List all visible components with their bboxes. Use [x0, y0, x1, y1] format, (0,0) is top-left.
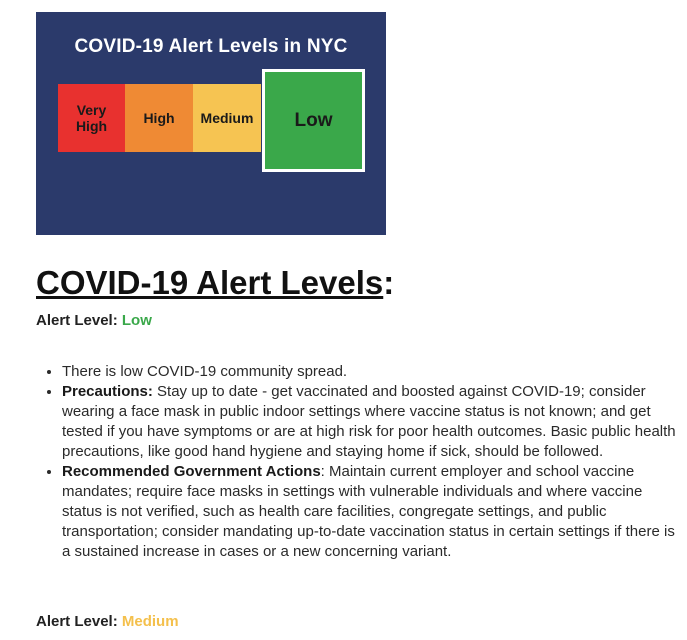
- alert-level-value-low: Low: [121, 312, 152, 329]
- level-low-current: Low: [262, 69, 365, 172]
- alert-level-medium-line: [36, 613, 179, 630]
- alert-level-label: Alert Level:: [36, 613, 122, 630]
- bullet-text: Stay up to date - get vaccinated and boosted against COVID-19; consider wearing a face mask in public indoor settings where vaccine status is not known; and get tested if you have symptoms or are at high risk for poor health outcomes. Basic public health precautions, like good hand hygiene and staying home if sick, should be followed.: [62, 383, 676, 460]
- bullet-heading: Precautions:: [62, 383, 153, 400]
- banner-title: COVID-19 Alert Levels in NYC: [74, 36, 348, 57]
- alert-levels-banner: [36, 12, 386, 235]
- level-medium: Medium: [193, 84, 261, 152]
- page-heading-text: COVID-19 Alert Levels: [36, 264, 384, 301]
- page-heading: [36, 264, 394, 302]
- alert-level-low-line: [36, 312, 152, 329]
- list-item: [62, 382, 682, 462]
- level-very-high: Very High: [58, 84, 125, 152]
- page-heading-colon: :: [383, 264, 395, 301]
- list-item: [62, 462, 682, 562]
- alert-level-value-medium: Medium: [121, 613, 179, 630]
- level-high: High: [125, 84, 193, 152]
- bullet-text: There is low COVID-19 community spread.: [62, 363, 348, 380]
- alert-level-label: Alert Level:: [36, 312, 122, 329]
- low-level-guidance-list: [36, 362, 682, 562]
- list-item: [62, 362, 682, 382]
- bullet-heading: Recommended Government Actions: [62, 463, 321, 480]
- bullet-text: : Maintain current employer and school vaccine mandates; require face masks in settings with vulnerable individuals and where vaccine status is not verified, such as health care facilities, congregate settings, and public transportation; consider mandating up-to-date vaccination status in certain settings if there is a sustained increase in cases or a new concerning variant.: [62, 463, 675, 560]
